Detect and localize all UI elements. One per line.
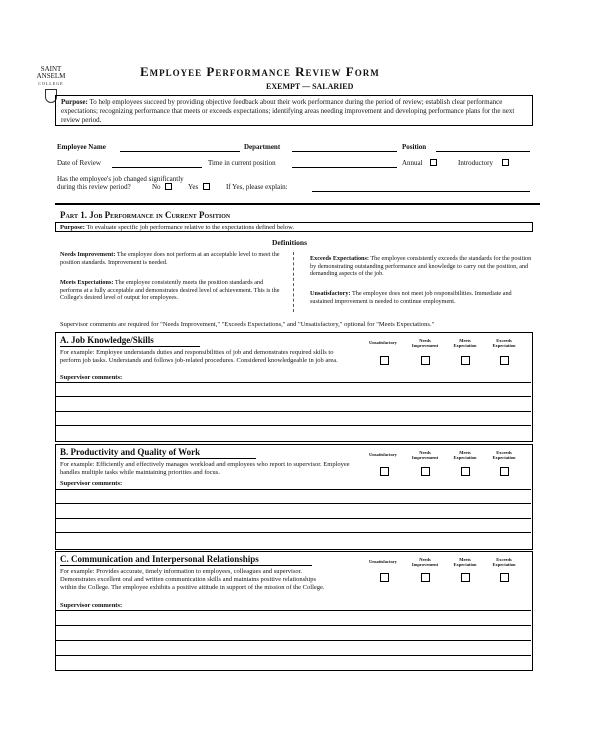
section-a-unsatisfactory-checkbox[interactable] (380, 356, 389, 365)
section-c-line-2 (55, 625, 531, 626)
section-a-col-meets: Meets Expectation (453, 338, 477, 348)
date-of-review-label: Date of Review (57, 159, 101, 167)
job-changed-question-2: during this review period? (57, 183, 131, 191)
section-c-comments-label: Supervisor comments: (60, 602, 123, 609)
section-b-example: For example: Efficiently and effectively manages workload and employees who report to supervisor. Employee handles multiple tasks while maintaining priorities and focus. (60, 461, 350, 476)
section-c-meets-checkbox[interactable] (461, 573, 470, 582)
section-c-col-meets: Meets Expectation (453, 557, 477, 567)
meets-label: Meets Expectations: (60, 279, 114, 286)
section-a-needs-checkbox[interactable] (421, 356, 430, 365)
logo-line-1: SAINT (40, 65, 62, 73)
meets-text: The employee consistently meets the position standards and performs at a fully acceptable and demonstrates desired level of achievement. This is the College's desired level of output for employees. (60, 279, 280, 302)
employee-name-field[interactable] (120, 151, 240, 152)
part1-purpose-label: Purpose: (60, 224, 85, 231)
section-a-title: A. Job Knowledge/Skills (60, 335, 154, 345)
section-a-line-1 (55, 382, 531, 383)
section-a-line-2 (55, 396, 531, 397)
part1-purpose-box (55, 222, 533, 232)
section-a-meets-checkbox[interactable] (461, 356, 470, 365)
section-a-comments-label: Supervisor comments: (60, 374, 123, 381)
position-field[interactable] (436, 151, 530, 152)
section-c-title: C. Communication and Interpersonal Relationships (60, 554, 259, 564)
needs-label: Needs Improvement: (60, 251, 116, 258)
unsat-label: Unsatisfactory: (310, 290, 351, 297)
time-in-position-field[interactable] (292, 167, 397, 168)
section-b-line-4 (55, 532, 531, 533)
section-b-needs-checkbox[interactable] (421, 467, 430, 476)
section-c-line-3 (55, 640, 531, 641)
form-title: Employee Performance Review Form (140, 64, 380, 79)
annual-checkbox[interactable] (430, 159, 437, 166)
section-b-col-exceeds: Exceeds Expectation (492, 450, 516, 460)
section-a-title-underline (60, 346, 200, 347)
form-subtitle: EXEMPT — SALARIED (266, 82, 354, 91)
no-label: No (152, 183, 161, 191)
section-c-col-unsatisfactory: Unsatisfactory (369, 559, 397, 564)
job-changed-question-1: Has the employee's job changed significantly (57, 175, 184, 183)
department-label: Department (244, 143, 281, 151)
meets-expectations-definition (60, 279, 280, 302)
section-a-example: For example: Employee understands duties and responsibilities of job and demonstrates required skills to perform job tasks. Understands and follows job-related procedures. Considered knowledgeable in job area. (60, 349, 338, 364)
date-of-review-field[interactable] (112, 167, 202, 168)
if-yes-label: If Yes, please explain: (226, 183, 288, 191)
position-label: Position (402, 143, 427, 151)
section-c-col-needs: Needs Improvement (411, 557, 439, 567)
section-a-line-3 (55, 411, 531, 412)
section-c-col-exceeds: Exceeds Expectation (492, 557, 516, 567)
introductory-label: Introductory (458, 159, 493, 167)
supervisor-note: Supervisor comments are required for "Needs Improvement," "Exceeds Expectations," and "Unsatisfactory," optional for "Meets Expectations." (60, 321, 435, 328)
exceeds-text: The employee consistently exceeds the standards for the position by demonstrating outstanding performance and knowledge to carry out the position, and demanding aspects of the job. (310, 255, 532, 278)
no-checkbox[interactable] (165, 183, 172, 190)
unsat-text: The employee does not meet job responsibilities. Immediate and sustained improvement is needed to continue employment. (310, 290, 512, 305)
section-b-line-1 (55, 489, 531, 490)
section-b-exceeds-checkbox[interactable] (500, 467, 509, 476)
section-b-unsatisfactory-checkbox[interactable] (380, 467, 389, 476)
employee-name-label: Employee Name (57, 143, 106, 151)
section-a-col-needs: Needs Improvement (411, 338, 439, 348)
purpose-label: Purpose: (61, 98, 88, 106)
section-a-col-unsatisfactory: Unsatisfactory (369, 340, 397, 345)
unsatisfactory-definition (310, 290, 532, 305)
section-b-title-underline (60, 458, 256, 459)
logo-line-3: COLLEGE (38, 81, 64, 86)
section-a-exceeds-checkbox[interactable] (500, 356, 509, 365)
section-b-col-unsatisfactory: Unsatisfactory (369, 452, 397, 457)
part1-heading: Part 1. Job Performance in Current Position (60, 210, 231, 220)
yes-checkbox[interactable] (203, 183, 210, 190)
needs-text: The employee does not perform at an acceptable level to meet the position standards. Improvement is needed. (60, 251, 280, 266)
yes-label: Yes (188, 183, 199, 191)
section-a-line-4 (55, 425, 531, 426)
annual-label: Annual (402, 159, 423, 167)
section-c-example: For example: Provides accurate, timely information to employees, colleagues and supervisor. Demonstrates excellent oral and written communication skills and maintains positive relationships within the College. The employee exhibits a positive attitude in support of the mission of the College. (60, 568, 325, 591)
section-b-meets-checkbox[interactable] (461, 467, 470, 476)
section-b-col-needs: Needs Improvement (411, 450, 439, 460)
exceeds-expectations-definition (310, 255, 532, 278)
needs-improvement-definition (60, 251, 280, 266)
definitions-title: Definitions (272, 238, 308, 247)
part1-purpose-text: To evaluate specific job performance relative to the expectations defined below. (86, 224, 295, 231)
exceeds-label: Exceeds Expectations: (310, 255, 369, 262)
purpose-box (55, 95, 533, 126)
if-yes-field[interactable] (312, 191, 530, 192)
introductory-checkbox[interactable] (502, 159, 509, 166)
divider (55, 203, 540, 205)
section-c-line-1 (55, 610, 531, 611)
section-b-comments-label: Supervisor comments: (60, 480, 123, 487)
section-c-unsatisfactory-checkbox[interactable] (380, 573, 389, 582)
definitions-divider (293, 252, 294, 312)
section-b-col-meets: Meets Expectation (453, 450, 477, 460)
purpose-text: To help employees succeed by providing objective feedback about their work performance during the period of review; establish clear performance expectations; recognizing performance that meets or exceeds expectations; identifying areas needing improvement and developing performance plans for the next review period. (61, 98, 515, 124)
time-in-position-label: Time in current position (208, 159, 276, 167)
section-c-needs-checkbox[interactable] (421, 573, 430, 582)
section-c-title-underline (60, 565, 312, 566)
section-c-exceeds-checkbox[interactable] (500, 573, 509, 582)
section-a-col-exceeds: Exceeds Expectation (492, 338, 516, 348)
section-b-line-2 (55, 503, 531, 504)
section-b-line-3 (55, 518, 531, 519)
section-b-title: B. Productivity and Quality of Work (60, 447, 201, 457)
logo-line-2: ANSELM (36, 72, 66, 80)
department-field[interactable] (292, 151, 397, 152)
section-c-line-4 (55, 655, 531, 656)
